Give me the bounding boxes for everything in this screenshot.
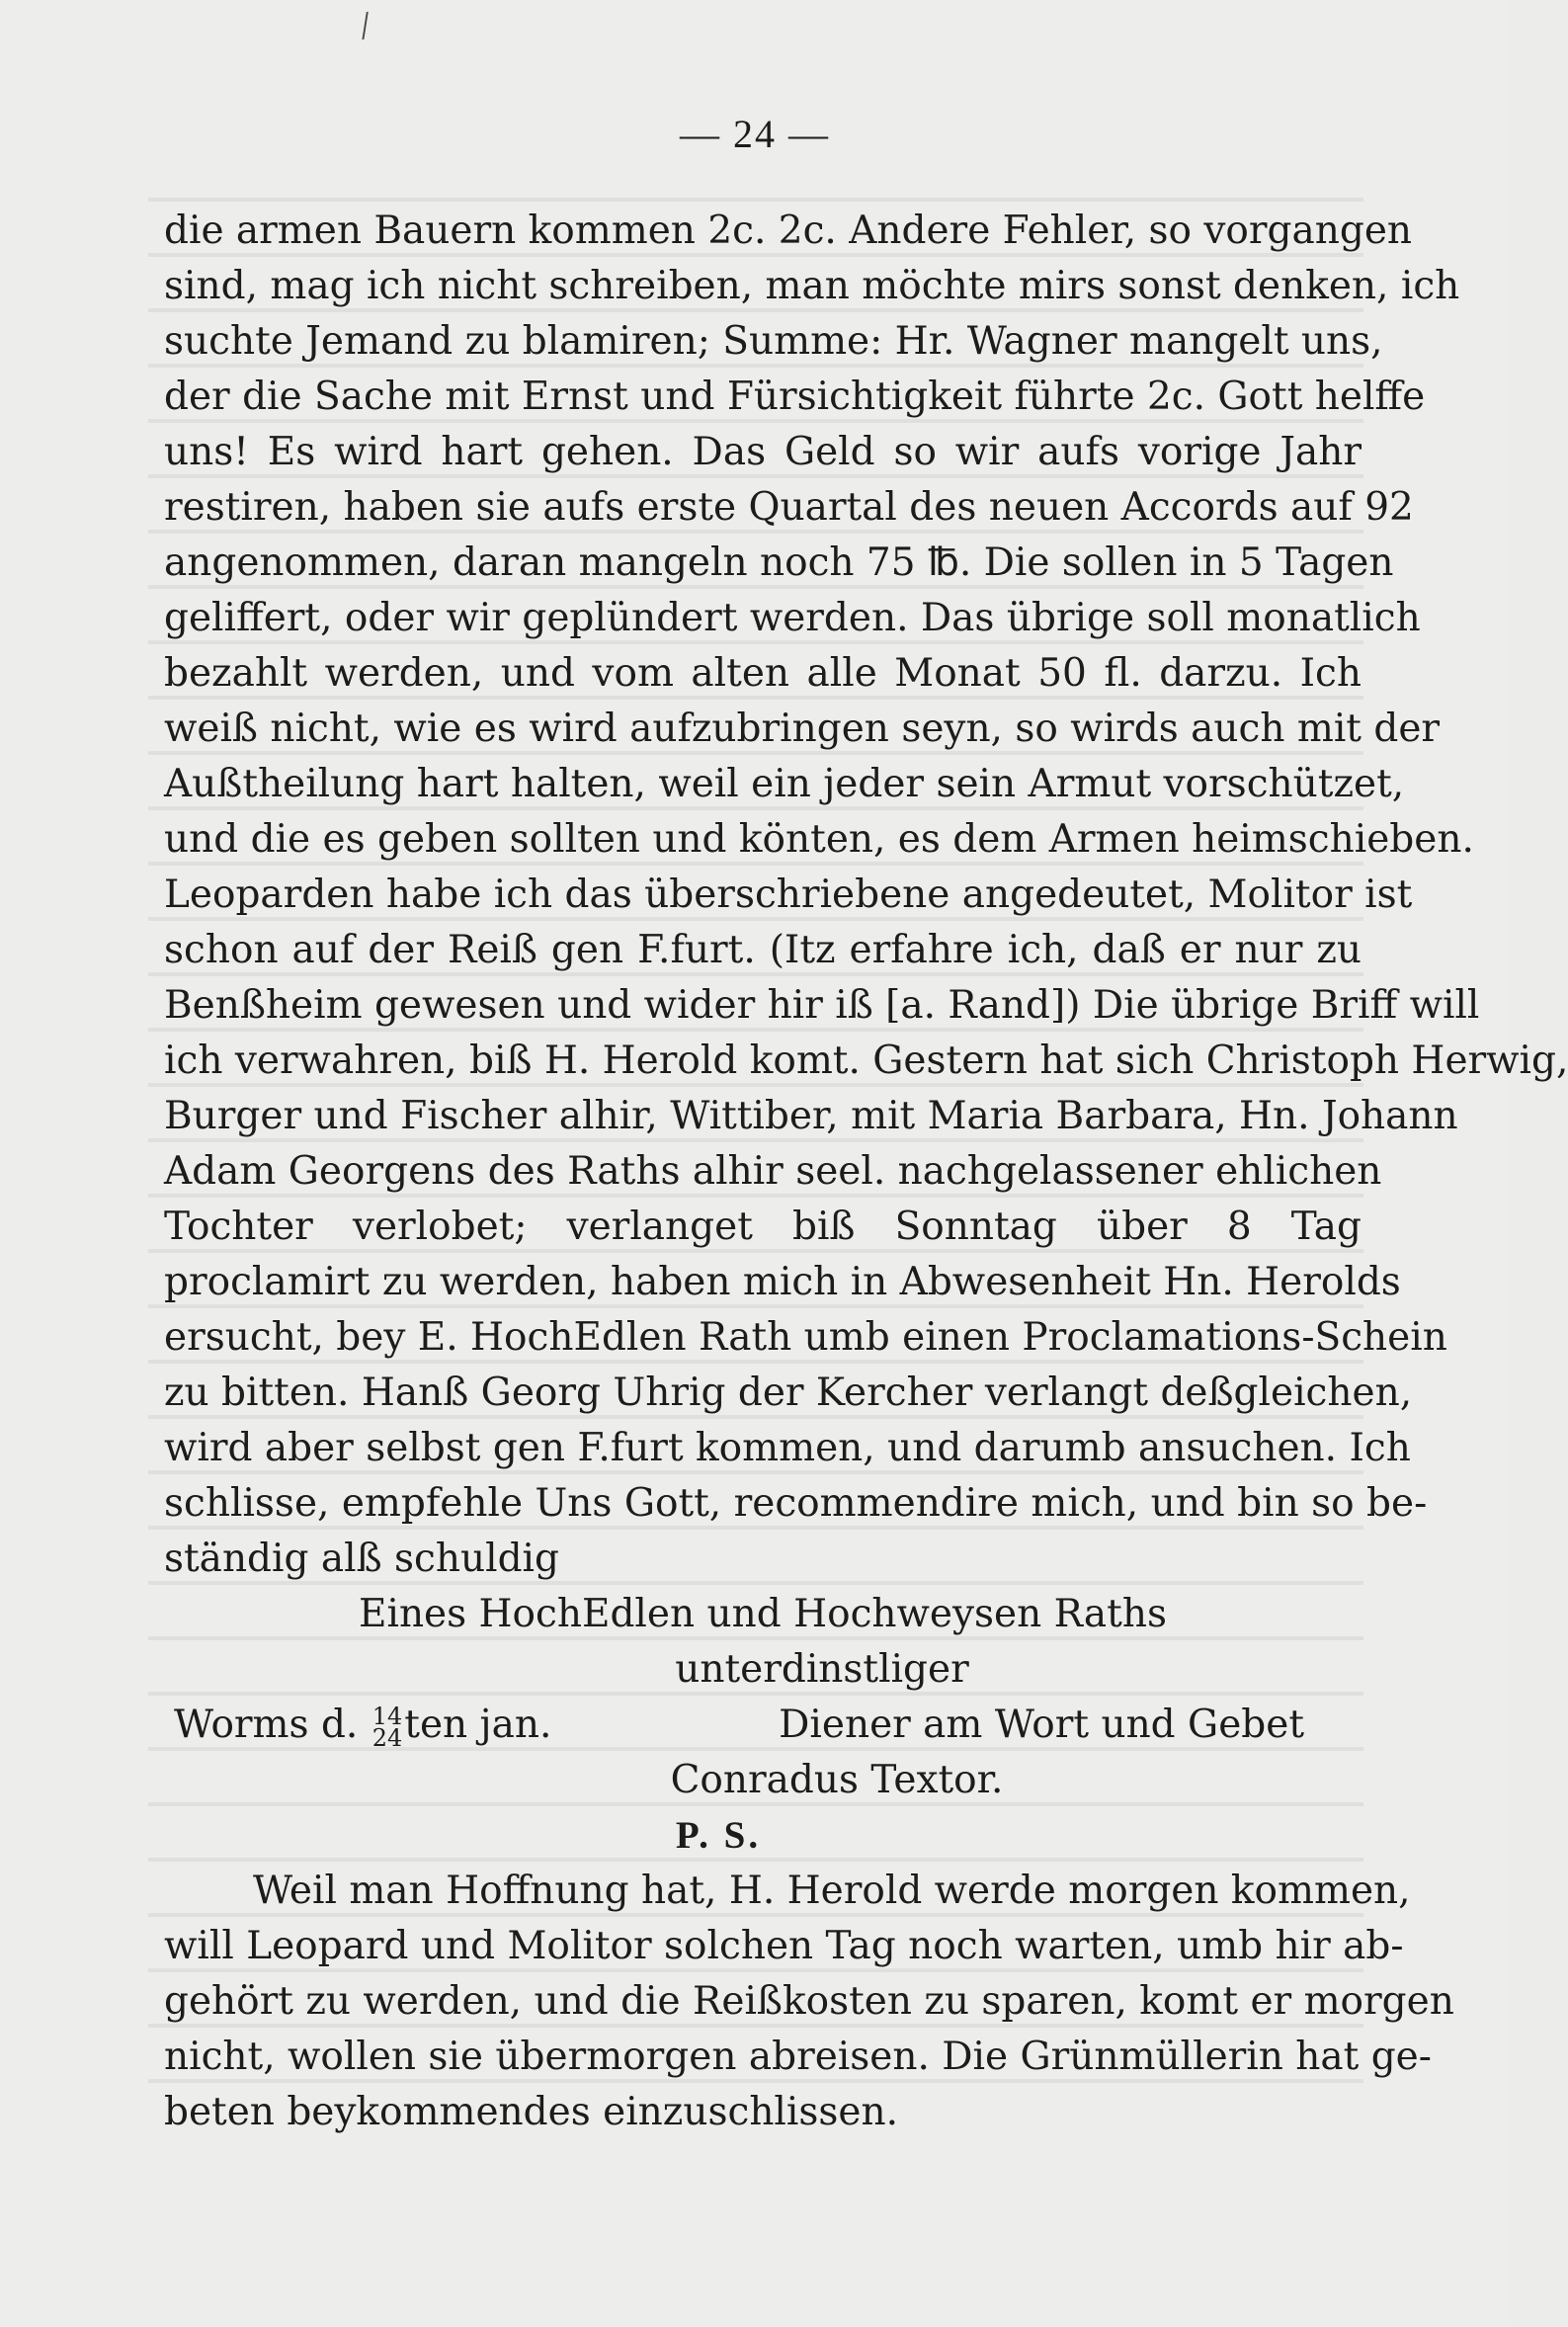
text-line: ich verwahren, biß H. Herold komt. Gestern hat sich Christoph Herwig, [164,1039,1568,1083]
text-line: der die Sache mit Ernst und Fürsichtigkeit führte 2c. Gott helffe [164,374,1426,419]
text-line: bezahlt werden, und vom alten alle Monat 50 fl. darzu. Ich [164,651,1362,696]
closing-title: unterdinstliger [675,1647,969,1692]
text-line-last: ständig alß schuldig [164,1537,559,1581]
date-fraction [371,1703,403,1752]
page-number: — 24 — [680,112,830,156]
text-line: proclamirt zu werden, haben mich in Abwesenheit Hn. Herolds [164,1260,1401,1304]
postscript-heading: P. S. [675,1814,762,1857]
text-line: und die es geben sollten und könten, es dem Armen heimschieben. [164,817,1474,862]
place-date [174,1698,551,1753]
text-line: ersucht, bey E. HochEdlen Rath umb einen Proclamations-Schein [164,1315,1447,1360]
postscript-line: Weil man Hoffnung hat, H. Herold werde morgen kommen, [253,1869,1411,1913]
text-line: geliffert, oder wir geplündert werden. Das übrige soll monatlich [164,596,1421,640]
text-line: sind, mag ich nicht schreiben, man möchte mirs sonst denken, ich [164,264,1460,308]
letter-body [164,204,1568,2140]
text-line: suchte Jemand zu blamiren; Summe: Hr. Wagner mangelt uns, [164,319,1383,364]
postscript-line: will Leopard und Molitor solchen Tag noch warten, umb hir ab- [164,1924,1404,1968]
text-line: Leoparden habe ich das überschriebene angedeutet, Molitor ist [164,873,1413,917]
text-line: Adam Georgens des Raths alhir seel. nachgelassener ehlichen [164,1149,1382,1194]
text-line: schon auf der Reiß gen F.furt. (Itz erfahre ich, daß er nur zu [164,928,1362,972]
text-line: Burger und Fischer alhir, Wittiber, mit Maria Barbara, Hn. Johann [164,1094,1458,1138]
signature-row [164,1753,1362,1808]
date-numerator: 14 [371,1703,403,1730]
signature: Conradus Textor. [670,1758,1004,1802]
text-line: die armen Bauern kommen 2c. 2c. Andere Fehler, so vorgangen [164,208,1413,253]
place-prefix: Worms d. [174,1703,359,1747]
text-line: schlisse, empfehle Uns Gott, recommendire mich, und bin so be- [164,1481,1428,1526]
text-line: weiß nicht, wie es wird aufzubringen seyn, so wirds auch mit der [164,706,1441,751]
text-line: Benßheim gewesen und wider hir iß [a. Rand]) Die übrige Briff will [164,983,1480,1028]
postscript-line: gehört zu werden, und die Reißkosten zu sparen, komt er morgen [164,1979,1454,2024]
closing-salutation: Eines HochEdlen und Hochweysen Raths [359,1592,1167,1636]
corner-mark: / [356,2,374,48]
text-line: restiren, haben sie aufs erste Quartal des neuen Accords auf 92 [164,485,1414,530]
closing-service: Diener am Wort und Gebet [779,1703,1304,1747]
place-date-row [164,1698,1362,1753]
date-suffix: ten jan. [404,1703,552,1747]
text-line: angenommen, daran mangeln noch 75 ℔. Die sollen in 5 Tagen [164,540,1394,585]
text-line: zu bitten. Hanß Georg Uhrig der Kercher verlangt deßgleichen, [164,1371,1413,1415]
date-denominator: 24 [371,1724,403,1752]
text-line: Außtheilung hart halten, weil ein jeder sein Armut vorschützet, [164,762,1405,806]
text-line: wird aber selbst gen F.furt kommen, und darumb ansuchen. Ich [164,1426,1411,1470]
text-line: Tochter verlobet; verlanget biß Sonntag über 8 Tag [164,1205,1362,1249]
text-line: uns! Es wird hart gehen. Das Geld so wir aufs vorige Jahr [164,430,1362,474]
postscript-line-last: beten beykommendes einzuschlissen. [164,2090,898,2134]
postscript-line: nicht, wollen sie übermorgen abreisen. Die Grünmüllerin hat ge- [164,2035,1432,2079]
